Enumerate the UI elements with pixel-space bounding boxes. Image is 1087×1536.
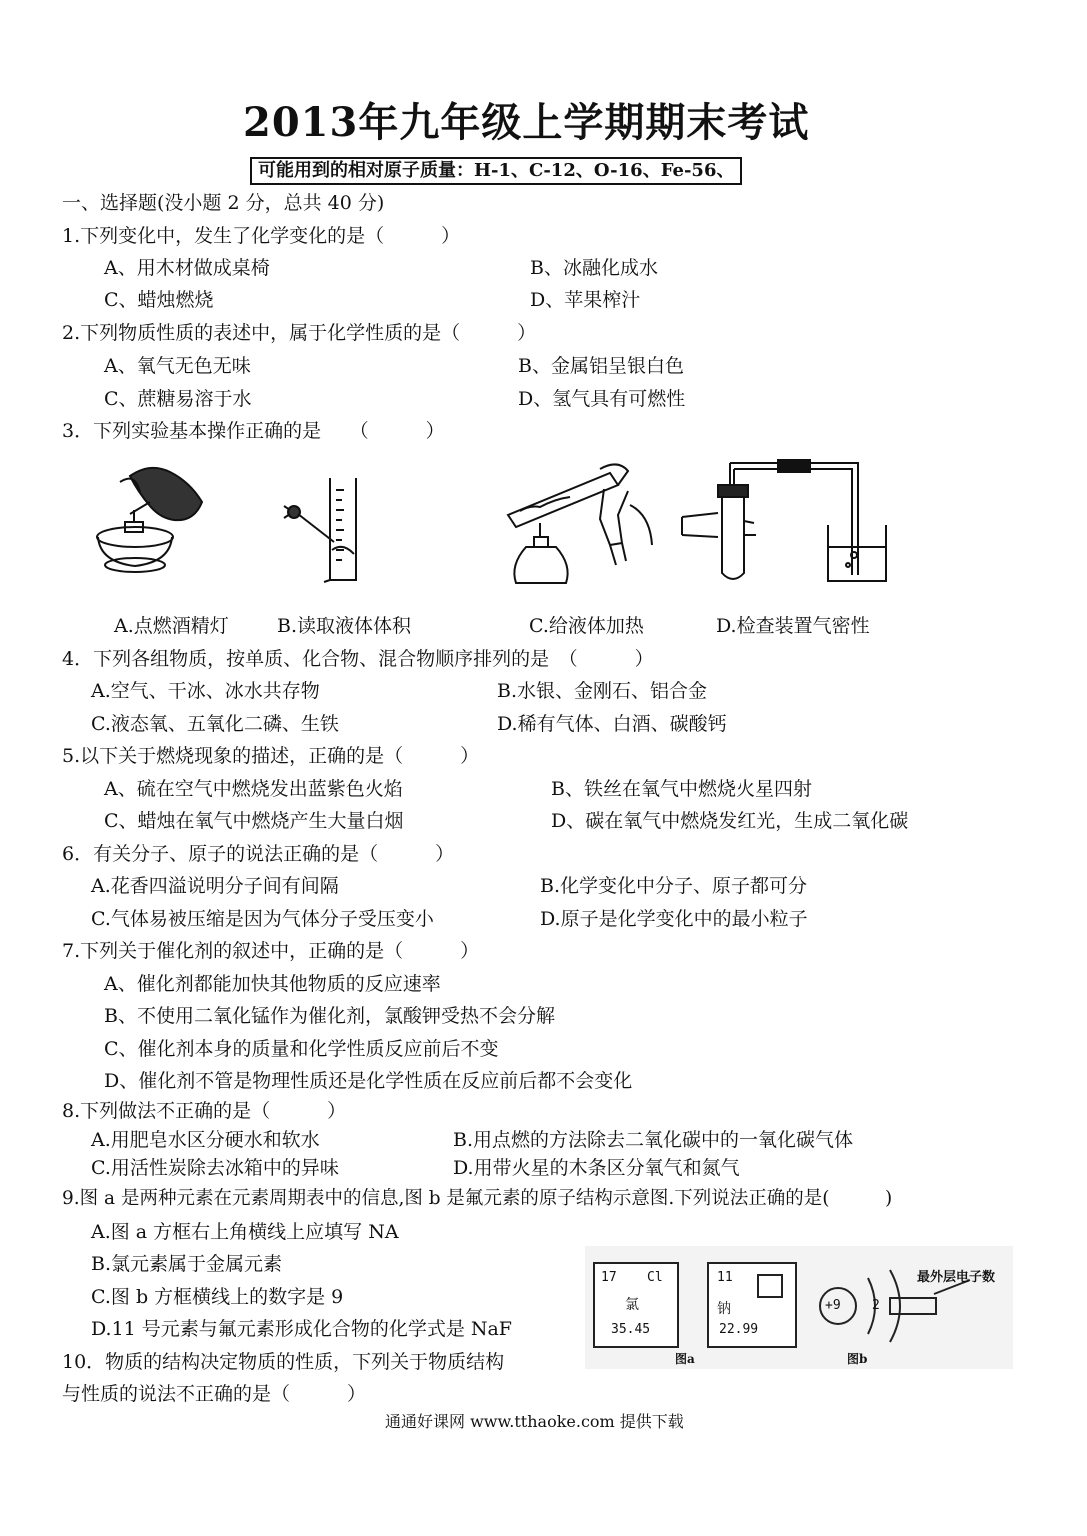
question-9-stem: 9.图 a 是两种元素在元素周期表中的信息,图 b 是氟元素的原子结构示意图.下列说法正确的是( ) (62, 1188, 893, 1209)
na-mass: 22.99 (719, 1322, 759, 1337)
question-6-option-a: A.花香四溢说明分子间有间隔 (91, 875, 339, 897)
question-6-option-d: D.原子是化学变化中的最小粒子 (540, 908, 808, 930)
question-4-option-d: D.稀有气体、白酒、碳酸钙 (497, 713, 727, 735)
question-9-option-c: C.图 b 方框横线上的数字是 9 (91, 1286, 344, 1308)
cl-mass: 35.45 (611, 1322, 651, 1337)
chlorine-element-card (593, 1262, 679, 1348)
alcohol-lamp-illustration (90, 462, 220, 584)
question-3-option-b: B.读取液体体积 (277, 615, 412, 637)
airtightness-check-illustration (678, 455, 893, 587)
question-9-option-a: A.图 a 方框右上角横线上应填写 NA (91, 1221, 399, 1243)
question-2-option-a: A、氧气无色无味 (104, 355, 251, 377)
section-heading: 一、选择题(没小题 2 分，总共 40 分) (62, 192, 385, 214)
question-3-option-a: A.点燃酒精灯 (114, 615, 229, 637)
question-2-stem: 2.下列物质性质的表述中，属于化学性质的是（ ） (62, 322, 537, 344)
liquid-heating-illustration (500, 455, 660, 590)
page-footer: 通通好课网 www.tthaoke.com 提供下载 (385, 1412, 684, 1431)
na-name: 钠 (717, 1301, 731, 1317)
question-6-option-c: C.气体易被压缩是因为气体分子受压变小 (91, 908, 434, 930)
question-2-option-c: C、蔗糖易溶于水 (104, 388, 252, 410)
question-3-option-c: C.给液体加热 (529, 615, 644, 637)
question-8-option-a: A.用肥皂水区分硬水和软水 (91, 1129, 320, 1151)
question-1-option-b: B、冰融化成水 (530, 257, 658, 279)
question-8-option-c: C.用活性炭除去冰箱中的异味 (91, 1157, 339, 1179)
question-5-stem: 5.以下关于燃烧现象的描述，正确的是（ ） (62, 745, 480, 767)
question-5-option-b: B、铁丝在氧气中燃烧火星四射 (551, 778, 812, 800)
figure-a-label: 图a (675, 1352, 695, 1366)
nucleus-charge: +9 (825, 1298, 841, 1313)
cl-atomic-number: 17 (601, 1270, 617, 1285)
question-7-option-a: A、催化剂都能加快其他物质的反应速率 (104, 973, 441, 995)
question-7-option-d: D、催化剂不管是物理性质还是化学性质在反应前后都不会变化 (104, 1070, 633, 1092)
element-info-figure (585, 1246, 1013, 1369)
figure-b-label: 图b (847, 1352, 868, 1366)
sodium-element-card (707, 1262, 797, 1348)
question-3-stem: 3．下列实验基本操作正确的是 （ ） (62, 420, 445, 442)
question-2-option-b: B、金属铝呈银白色 (518, 355, 684, 377)
question-1-option-d: D、苹果榨汁 (530, 289, 641, 311)
question-8-option-d: D.用带火星的木条区分氧气和氮气 (453, 1157, 740, 1179)
question-10-stem-line2: 与性质的说法不正确的是（ ） (62, 1383, 367, 1405)
question-4-option-a: A.空气、干冰、冰水共存物 (91, 680, 320, 702)
question-7-stem: 7.下列关于催化剂的叙述中，正确的是（ ） (62, 940, 480, 962)
question-8-stem: 8.下列做法不正确的是（ ） (62, 1100, 347, 1122)
question-7-option-c: C、催化剂本身的质量和化学性质反应前后不变 (104, 1038, 499, 1060)
outer-shell-label: 最外层电子数 (917, 1270, 996, 1285)
question-1-stem: 1.下列变化中，发生了化学变化的是（ ） (62, 225, 461, 247)
page-title: 2013年九年级上学期期末考试 (243, 99, 810, 146)
question-7-option-b: B、不使用二氧化锰作为催化剂，氯酸钾受热不会分解 (104, 1005, 555, 1027)
question-5-option-d: D、碳在氧气中燃烧发红光，生成二氧化碳 (551, 810, 909, 832)
question-6-option-b: B.化学变化中分子、原子都可分 (540, 875, 808, 897)
question-9-option-b: B.氯元素属于金属元素 (91, 1253, 283, 1275)
question-8-option-b: B.用点燃的方法除去二氧化碳中的一氧化碳气体 (453, 1129, 854, 1151)
cl-name: 氯 (625, 1297, 639, 1313)
question-3-option-d: D.检查装置气密性 (716, 615, 870, 637)
graduated-cylinder-illustration (278, 470, 378, 585)
atomic-mass-note: 可能用到的相对原子质量：H-1、C-12、O-16、Fe-56、 (250, 157, 742, 185)
question-4-option-c: C.液态氧、五氧化二磷、生铁 (91, 713, 339, 735)
na-atomic-number: 11 (717, 1270, 733, 1285)
question-4-option-b: B.水银、金刚石、铝合金 (497, 680, 708, 702)
first-shell-electrons: 2 (872, 1298, 880, 1313)
question-6-stem: 6．有关分子、原子的说法正确的是（ ） (62, 843, 455, 865)
cl-symbol: Cl (647, 1270, 663, 1285)
question-5-option-c: C、蜡烛在氧气中燃烧产生大量白烟 (104, 810, 404, 832)
question-4-stem: 4．下列各组物质，按单质、化合物、混合物顺序排列的是 （ ） (62, 648, 654, 670)
question-2-option-d: D、氢气具有可燃性 (518, 388, 686, 410)
question-5-option-a: A、硫在空气中燃烧发出蓝紫色火焰 (104, 778, 403, 800)
question-1-option-a: A、用木材做成桌椅 (104, 257, 270, 279)
question-10-stem-line1: 10．物质的结构决定物质的性质，下列关于物质结构 (62, 1351, 505, 1373)
question-9-option-d: D.11 号元素与氟元素形成化合物的化学式是 NaF (91, 1318, 512, 1340)
question-1-option-c: C、蜡烛燃烧 (104, 289, 214, 311)
na-symbol-blank (757, 1274, 783, 1298)
